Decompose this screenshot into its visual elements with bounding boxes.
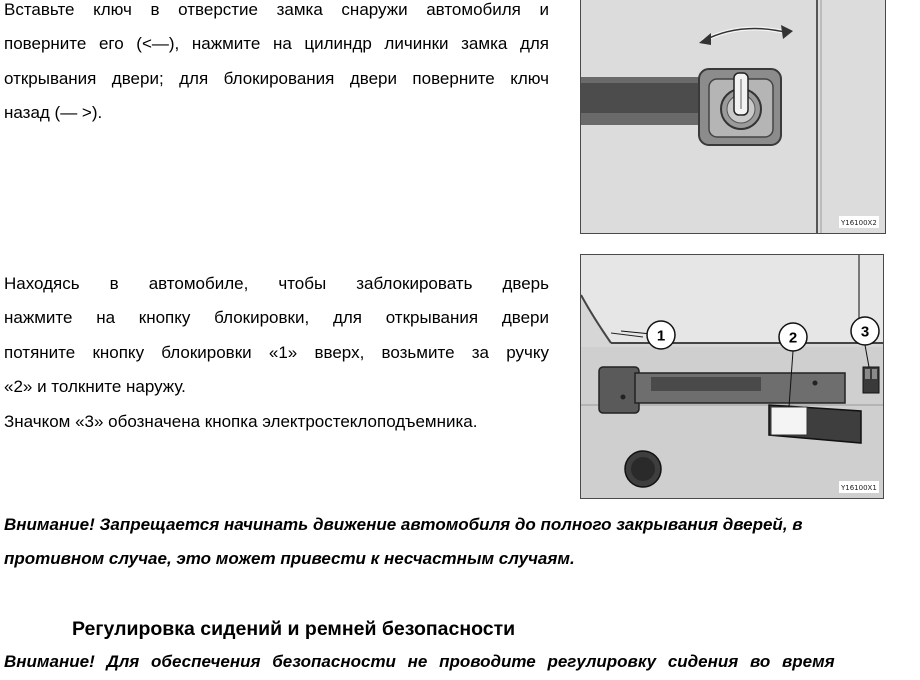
callout-3 xyxy=(851,317,879,345)
door-panel-drawing xyxy=(581,255,884,499)
paragraph-line: Находясь в автомобиле, чтобы заблокировать дверь xyxy=(4,274,549,293)
door-lock-illustration xyxy=(580,0,886,234)
door-warning-line: противном случае, это может привести к несчастным случаям. xyxy=(4,549,575,568)
paragraph-line: потяните кнопку блокировки «1» вверх, возьмите за ручку xyxy=(4,342,549,362)
svg-text:3: 3 xyxy=(860,323,870,341)
door-handle-key-drawing xyxy=(581,0,886,234)
inside-door-paragraph xyxy=(4,267,549,404)
figure-code: Y16100X1 xyxy=(841,484,877,492)
seat-warning-line: Внимание! Для обеспечения безопасности не проводите регулировку сидения во время xyxy=(4,652,835,671)
door-warning-line: Внимание! Запрещается начинать движение автомобиля до полного закрывания дверей, в xyxy=(4,515,803,534)
window-button-note xyxy=(4,405,549,439)
paragraph-line: Вставьте ключ в отверстие замка снаружи автомобиля и xyxy=(4,0,549,19)
paragraph-line: нажмите на кнопку блокировки, для открывания двери xyxy=(4,308,549,328)
svg-text:2: 2 xyxy=(788,329,798,347)
paragraph-line: назад (— >). xyxy=(4,102,103,122)
svg-text:1: 1 xyxy=(656,327,666,345)
figure-code: Y16100X2 xyxy=(841,219,877,227)
callout-2 xyxy=(779,323,807,351)
paragraph-line: Значком «3» обозначена кнопка электростеклоподъемника. xyxy=(4,412,478,431)
lock-instructions-paragraph xyxy=(4,0,549,130)
section-heading: Регулировка сидений и ремней безопасности xyxy=(72,618,516,640)
callout-1 xyxy=(647,321,675,349)
paragraph-line: открывания двери; для блокирования двери поверните ключ xyxy=(4,68,549,88)
paragraph-line: «2» и толкните наружу. xyxy=(4,376,186,396)
paragraph-line: поверните его (<—), нажмите на цилиндр личинки замка для xyxy=(4,34,549,54)
inside-door-illustration xyxy=(580,254,884,499)
